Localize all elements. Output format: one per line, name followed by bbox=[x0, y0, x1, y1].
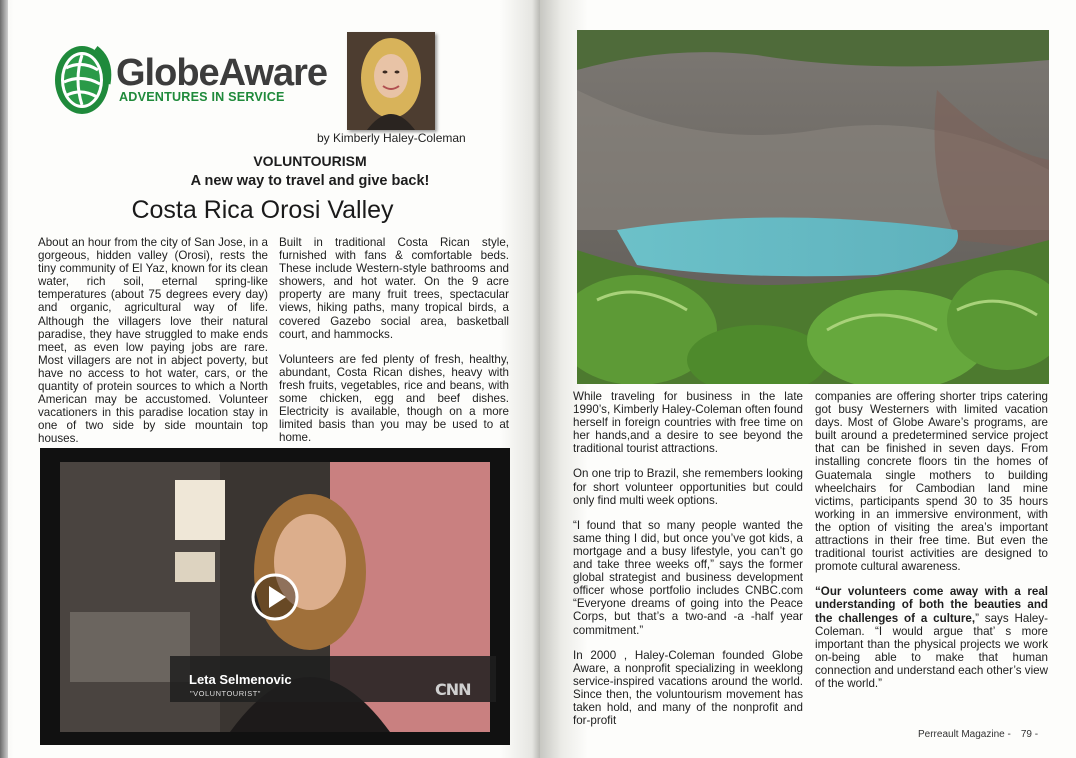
paragraph: In 2000 , Haley-Coleman founded Globe Aware, a nonprofit specializing in weeklong service-inspired vacations around the world. Since then, the voluntourism movement has taken hold, and many of the nonprofit and for-profit bbox=[573, 648, 803, 728]
globe-logo-icon bbox=[52, 40, 114, 118]
pull-quote bbox=[815, 585, 1048, 690]
text-column-2 bbox=[279, 236, 509, 456]
brand-tagline: ADVENTURES IN SERVICE bbox=[119, 90, 285, 104]
page-number: 79 - bbox=[1020, 729, 1039, 740]
paragraph: Volunteers are fed plenty of fresh, healthy, abundant, Costa Rican dishes, heavy with fresh fruits, vegetables, rice and beans, with some chicken, egg and beef dishes. Electricity is available, though on a more limited basis than you may be used to at home. bbox=[279, 352, 509, 445]
paragraph: While traveling for business in the late 1990’s, Kimberly Haley-Coleman often found herself in foreign countries with free time on her hands,and a desire to see beyond the traditional tourist attractions. bbox=[573, 390, 803, 456]
magazine-name: Perreault Magazine - bbox=[918, 729, 1011, 740]
text-column-1 bbox=[38, 236, 268, 458]
play-icon[interactable] bbox=[250, 572, 300, 622]
byline: by Kimberly Haley-Coleman bbox=[317, 131, 466, 145]
author-photo bbox=[347, 32, 435, 130]
paragraph: On one trip to Brazil, she remembers looking for short volunteer opportunities but could only find multi week options. bbox=[573, 467, 803, 507]
article-subhead: A new way to travel and give back! bbox=[190, 173, 430, 189]
globeaware-logo bbox=[52, 38, 328, 120]
right-page bbox=[540, 0, 1076, 758]
quote-bold: “Our volunteers come away with a real understanding of both the beauties and the challenges of a culture, bbox=[815, 585, 1048, 625]
brand-name: GlobeAware bbox=[116, 52, 328, 94]
page-footer bbox=[918, 729, 1038, 740]
network-watermark: CNN bbox=[435, 680, 471, 699]
crater-lake-photo bbox=[577, 30, 1049, 384]
article-headline: Costa Rica Orosi Valley bbox=[131, 196, 394, 224]
text-column-3 bbox=[573, 390, 803, 739]
article-kicker: VOLUNTOURISM bbox=[253, 153, 367, 169]
video-player[interactable] bbox=[40, 448, 510, 745]
paragraph: “I found that so many people wanted the same thing I did, but once you’ve got kids, a mortgage and a busy lifestyle, you can’t go and take three weeks off,” says the former global strategist and business development officer whose portfolio includes CNBC.com “Everyone dreams of going into the Peace Corps, but that’s a two-and -a -half year commitment.” bbox=[573, 518, 803, 637]
quote-rest: ” says Haley-Coleman. “I would argue that’ s more important than the physical projects we work on-being able to make that human connection and understand each other’s view of the world.” bbox=[815, 611, 1048, 690]
paragraph: Built in traditional Costa Rican style, furnished with fans & comfortable beds. These include Western-style bathrooms and showers, and hot water. On the 9 acre property are many fruit trees, spectacular views, hiking paths, many tropical birds, a covered Gazebo social area, basketball court, and hammocks. bbox=[279, 236, 509, 341]
speaker-role: "VOLUNTOURIST" bbox=[190, 689, 261, 698]
text-column-4 bbox=[815, 390, 1048, 702]
paragraph: About an hour from the city of San Jose, in a gorgeous, hidden valley (Orosi), rests the tiny community of El Yaz, known for its clean water, rich soil, eternal spring-like temperatures (about 75 degrees every day) and organic, agricultural way of life. Although the villagers love their natural paradise, they have struggled to make ends meet, as even low paying jobs are rare. Most villagers are not in abject poverty, but have no access to hot water, cars, or the quantity of protein sources to which a North American may be accustomed. Volunteer vacationers in this paradise location stay in one of two side by side mountain top houses. bbox=[38, 236, 268, 446]
paragraph: companies are offering shorter trips catering got busy Westerners with limited vacation days. Most of Globe Aware’s programs, are built around a predetermined service project that can be finished in seven days. From installing concrete floors tin the homes of Guatemala single mothers to building wheelchairs for Cambodian land mine victims, participants spend 30 to 35 hours working in an immersive environment, with the option of visiting the area’s important attractions in their free time. But even the traditional tourist activities are designed to promote cultural awareness. bbox=[815, 390, 1048, 574]
speaker-name: Leta Selmenovic bbox=[189, 672, 292, 687]
page-edge bbox=[0, 0, 8, 758]
